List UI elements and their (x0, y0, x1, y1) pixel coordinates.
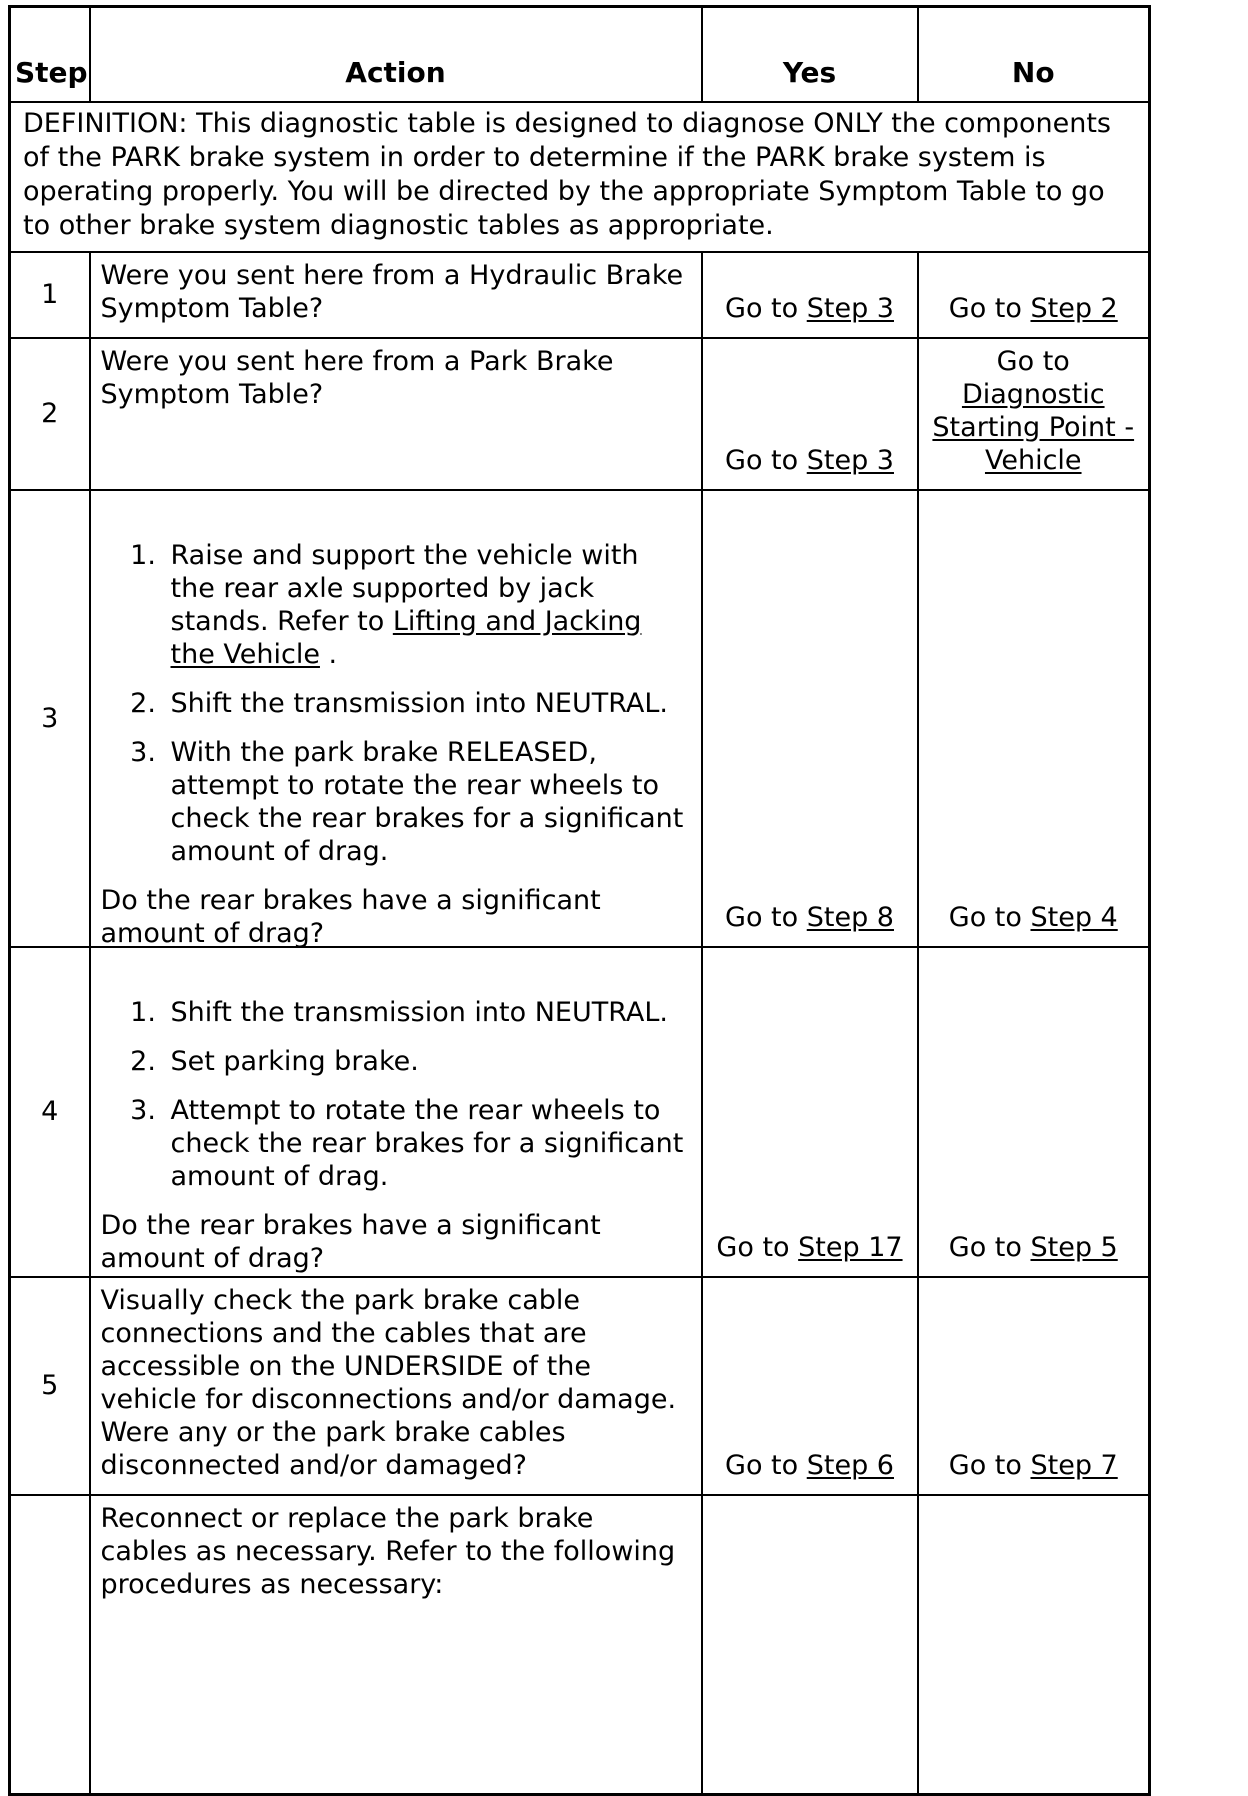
text-segment: Do the rear brakes have a significant amount of drag? (100, 884, 601, 949)
action-list-item (165, 996, 689, 1029)
action-cell (90, 947, 702, 1277)
action-cell (90, 338, 702, 490)
step-cell (10, 947, 90, 1277)
col-header-action: Action (90, 7, 702, 102)
step-5-link[interactable]: Step 5 (1030, 1231, 1118, 1263)
step-number: 3 (41, 702, 59, 734)
action-text (101, 259, 689, 325)
yes-cell (702, 338, 918, 490)
step-cell (10, 1495, 90, 1795)
no-cell (918, 1277, 1150, 1495)
no-content (927, 1449, 1141, 1482)
step-cell (10, 490, 90, 947)
step-number: 5 (41, 1370, 59, 1401)
no-cell (918, 338, 1150, 490)
no-content (927, 345, 1141, 477)
step-7-link[interactable]: Step 7 (1030, 1449, 1118, 1481)
step-number: 1 (41, 279, 59, 310)
table-row (10, 947, 1150, 1277)
text-segment: Go to (725, 901, 807, 933)
text-segment: Do the rear brakes have a significant amount of drag? (100, 1209, 601, 1274)
text-segment: Set parking brake. (170, 1045, 419, 1077)
diagnostic-table (8, 5, 1151, 1796)
step-3-link[interactable]: Step 3 (806, 292, 894, 324)
text-segment: Go to (948, 1449, 1031, 1481)
no-cell (918, 252, 1150, 338)
action-cell (90, 1277, 702, 1495)
table-row (10, 490, 1150, 947)
text-segment: Go to (948, 901, 1031, 933)
text-segment: Shift the transmission into NEUTRAL. (170, 687, 668, 719)
action-cell (90, 252, 702, 338)
yes-cell (702, 490, 918, 947)
step-17-link[interactable]: Step 17 (798, 1231, 903, 1263)
text-segment: Go to (725, 444, 807, 476)
yes-content (711, 1231, 909, 1264)
header-row (10, 7, 1150, 102)
no-cell (918, 1495, 1150, 1795)
yes-cell (702, 1495, 918, 1795)
text-segment: Were you sent here from a Park Brake Symptom Table? (100, 345, 614, 410)
yes-content (711, 901, 909, 934)
no-content (927, 292, 1141, 325)
action-question (101, 1209, 689, 1275)
action-content (91, 1278, 701, 1494)
definition-text: DEFINITION: This diagnostic table is designed to diagnose ONLY the components of the PARK brake system in order to determine if the PARK brake system is operating properly. You will be directed by the appropriate Symptom Table to go to other brake system diagnostic tables as appropriate. (10, 102, 1150, 252)
table-row (10, 1495, 1150, 1795)
yes-cell (702, 252, 918, 338)
action-content (91, 339, 701, 423)
text-segment: Go to (725, 1449, 807, 1481)
text-segment: Were you sent here from a Hydraulic Brake Symptom Table? (100, 259, 684, 324)
table-row (10, 338, 1150, 490)
action-list (101, 539, 689, 884)
step-cell (10, 252, 90, 338)
text-segment: Go to (948, 292, 1031, 324)
table-row (10, 1277, 1150, 1495)
action-list-item (165, 539, 689, 671)
no-cell (918, 490, 1150, 947)
action-content (91, 491, 701, 949)
text-segment: Go to (725, 292, 807, 324)
text-segment: Raise and support the vehicle with the rear axle supported by jack stands. Refer to (170, 539, 639, 637)
action-content (91, 948, 701, 1274)
text-segment: With the park brake RELEASED, attempt to rotate the rear wheels to check the rear brakes for a significant amount of drag. (170, 736, 684, 867)
text-segment: . (319, 638, 338, 670)
lifting-and-jacking-link[interactable]: Lifting and Jacking the Vehicle (170, 605, 642, 670)
action-list-item (165, 1094, 689, 1193)
no-content (927, 901, 1141, 934)
yes-content (711, 1449, 909, 1482)
definition-row (10, 102, 1150, 252)
diagnostic-starting-point-link[interactable]: Diagnostic Starting Point - Vehicle (932, 378, 1135, 476)
action-list-item (165, 736, 689, 868)
step-3-link[interactable]: Step 3 (806, 444, 894, 476)
action-question (101, 884, 689, 950)
step-4-link[interactable]: Step 4 (1030, 901, 1118, 933)
step-2-link[interactable]: Step 2 (1030, 292, 1118, 324)
table-body (10, 252, 1150, 1795)
step-number: 2 (41, 398, 59, 429)
action-text (101, 1284, 689, 1482)
no-cell (918, 947, 1150, 1277)
table-row (10, 252, 1150, 338)
action-content (91, 1496, 701, 1613)
text-segment: Visually check the park brake cable connections and the cables that are accessible on the UNDERSIDE of the vehicle for disconnections and/or damage. Were any or the park brake cables disconnected and/or damaged? (100, 1284, 677, 1481)
col-header-step: Step (10, 7, 90, 102)
step-cell (10, 338, 90, 490)
text-segment: Go to (716, 1231, 799, 1263)
yes-cell (702, 1277, 918, 1495)
text-segment: Go to (996, 345, 1070, 377)
action-content (91, 253, 701, 337)
text-segment: Attempt to rotate the rear wheels to check the rear brakes for a significant amount of drag. (170, 1094, 684, 1192)
action-list (101, 996, 689, 1209)
col-header-yes: Yes (702, 7, 918, 102)
action-text (101, 1502, 689, 1601)
col-header-no: No (918, 7, 1150, 102)
text-segment: Go to (948, 1231, 1031, 1263)
action-cell (90, 490, 702, 947)
action-text (101, 345, 689, 411)
action-cell (90, 1495, 702, 1795)
no-content (927, 1231, 1141, 1264)
step-8-link[interactable]: Step 8 (806, 901, 894, 933)
step-number: 4 (41, 1096, 59, 1127)
step-cell (10, 1277, 90, 1495)
text-segment: Reconnect or replace the park brake cables as necessary. Refer to the following procedures as necessary: (100, 1502, 676, 1600)
yes-content (711, 292, 909, 325)
text-segment: Shift the transmission into NEUTRAL. (170, 996, 668, 1028)
action-list-item (165, 1045, 689, 1078)
step-6-link[interactable]: Step 6 (806, 1449, 894, 1481)
action-list-item (165, 687, 689, 720)
yes-content (711, 444, 909, 477)
yes-cell (702, 947, 918, 1277)
